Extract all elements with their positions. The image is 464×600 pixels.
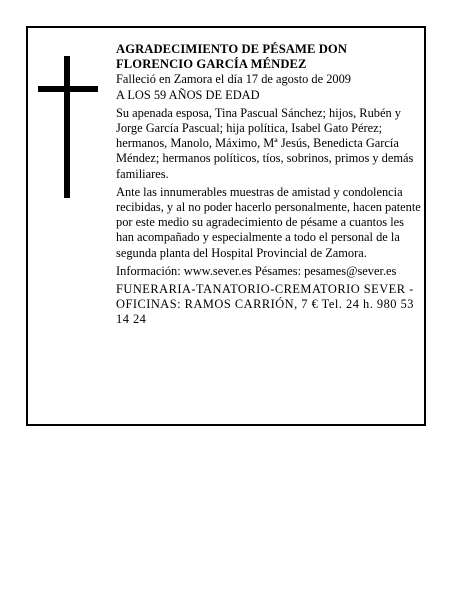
family-members: Su apenada esposa, Tina Pascual Sánchez; hijos, Rubén y Jorge García Pascual; hija política, Isabel Gato Pérez; hermanos, Manolo, Máximo, Mª Jesús, Benedicta García Méndez; hermanos políticos, tíos, sobrinos, primos y demás familiares. <box>116 105 414 181</box>
funeral-home-info: FUNERARIA-TANATORIO-CREMATORIO SEVER - OFICINAS: RAMOS CARRIÓN, 7 € Tel. 24 h. 980 53 14 24 <box>116 282 414 327</box>
cross-icon <box>38 56 98 198</box>
notice-title <box>116 42 422 72</box>
cross-horizontal-bar <box>38 86 98 92</box>
contact-info: Información: www.sever.es Pésames: pesames@sever.es <box>116 263 397 278</box>
death-info: Falleció en Zamora el día 17 de agosto de 2009 <box>116 72 352 87</box>
notice-title-line-2: FLORENCIO GARCÍA MÉNDEZ <box>116 57 307 72</box>
obituary-notice <box>26 26 426 426</box>
notice-title-line-1: AGRADECIMIENTO DE PÉSAME DON <box>116 42 348 56</box>
age-at-death: A LOS 59 AÑOS DE EDAD <box>116 87 260 102</box>
notice-body <box>116 42 422 331</box>
cross-vertical-bar <box>64 56 70 198</box>
thanks-message: Ante las innumerables muestras de amistad y condolencia recibidas, y al no poder hacerlo personalmente, hacen patente por este medio su agradecimiento de pésame a cuantos les han acompañado y especialmente a todo el personal de la segunda planta del Hospital Provincial de Zamora. <box>116 184 421 260</box>
